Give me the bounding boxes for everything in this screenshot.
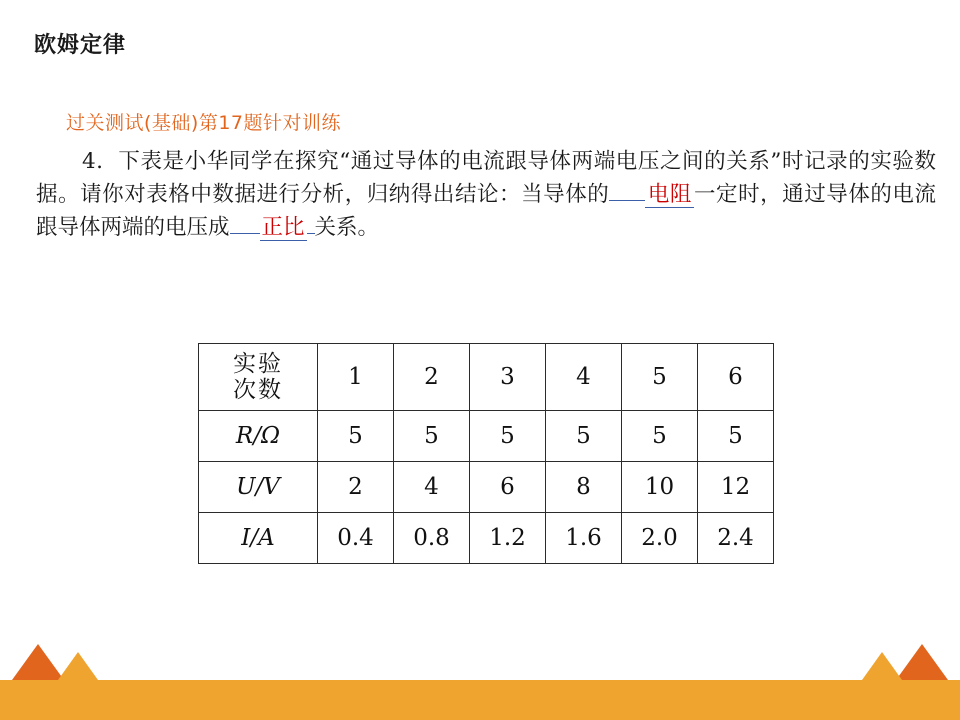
cell-trial-3: 3 (470, 344, 546, 411)
cell-voltage-6: 12 (698, 462, 774, 513)
cell-resistance-2: 5 (394, 411, 470, 462)
decor-triangle-left-inner (58, 652, 98, 680)
question-paragraph (36, 145, 936, 244)
table-row (199, 462, 774, 513)
table-row (199, 411, 774, 462)
cell-voltage-4: 8 (546, 462, 622, 513)
row-label-resistance: R/Ω (199, 411, 318, 462)
cell-resistance-3: 5 (470, 411, 546, 462)
question-number: 4． (82, 149, 119, 174)
blank-underline-trailing-2 (307, 233, 315, 234)
blank-underline-leading-2 (230, 233, 260, 234)
row-label-trial-line1: 实验 (233, 351, 283, 377)
row-label-trial-line2: 次数 (233, 377, 283, 403)
decor-triangle-left-outer (12, 644, 64, 680)
cell-voltage-5: 10 (622, 462, 698, 513)
cell-resistance-6: 5 (698, 411, 774, 462)
cell-current-4: 1.6 (546, 513, 622, 564)
footer-bar (0, 680, 960, 720)
cell-trial-1: 1 (318, 344, 394, 411)
cell-trial-4: 4 (546, 344, 622, 411)
cell-voltage-2: 4 (394, 462, 470, 513)
question-text-part1: 下表是小华同学在探究“通过导体的电流跟导体两端电压之间的关系”时记录的实验数据。请你对表格中数据进行分析，归纳得出结论：当导体的 (36, 149, 936, 207)
cell-current-5: 2.0 (622, 513, 698, 564)
cell-voltage-1: 2 (318, 462, 394, 513)
table-row (199, 344, 774, 411)
cell-resistance-1: 5 (318, 411, 394, 462)
decor-triangle-right-inner (862, 652, 902, 680)
experiment-data-table (198, 343, 774, 564)
page-title: 欧姆定律 (34, 33, 127, 58)
section-heading: 过关测试(基础)第17题针对训练 (66, 112, 342, 134)
cell-resistance-5: 5 (622, 411, 698, 462)
cell-voltage-3: 6 (470, 462, 546, 513)
question-text-part3: 关系。 (314, 215, 380, 240)
cell-current-2: 0.8 (394, 513, 470, 564)
table-row (199, 513, 774, 564)
row-label-current: I/A (199, 513, 318, 564)
cell-trial-6: 6 (698, 344, 774, 411)
cell-trial-2: 2 (394, 344, 470, 411)
answer-blank-2: 正比 (261, 215, 305, 240)
blank-underline-leading-1 (609, 200, 645, 201)
decor-triangle-right-outer (896, 644, 948, 680)
answer-blank-1: 电阻 (647, 182, 692, 207)
cell-current-3: 1.2 (470, 513, 546, 564)
cell-current-1: 0.4 (318, 513, 394, 564)
cell-resistance-4: 5 (546, 411, 622, 462)
cell-current-6: 2.4 (698, 513, 774, 564)
cell-trial-5: 5 (622, 344, 698, 411)
row-label-voltage: U/V (199, 462, 318, 513)
row-label-trial (199, 344, 318, 411)
question-text-part2: 一定时，通过导体的电流跟导体两端的电压成 (36, 182, 936, 240)
